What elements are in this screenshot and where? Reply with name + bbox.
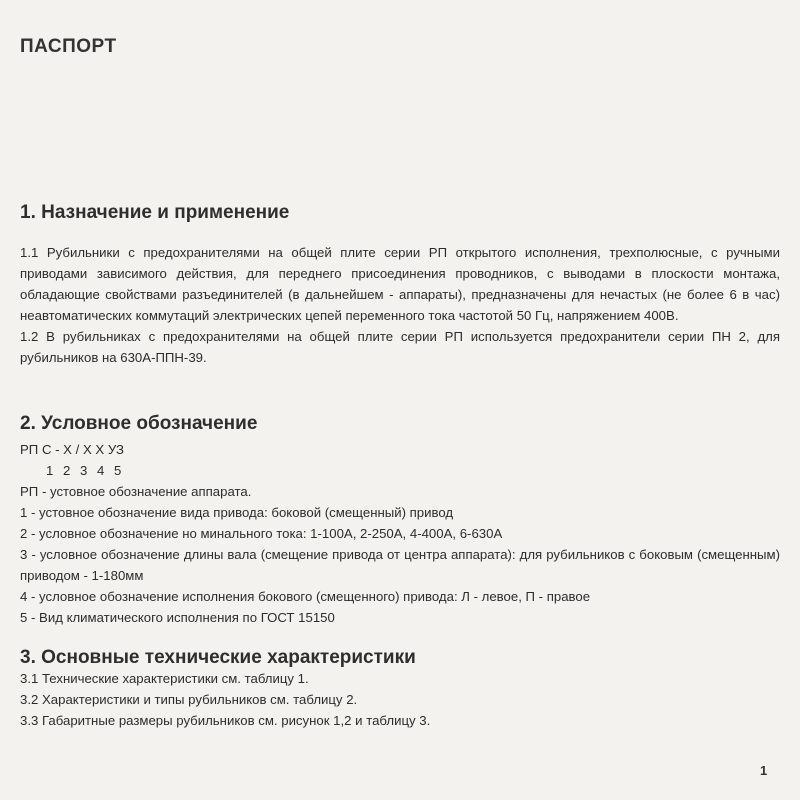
- designation-digits: 1 2 3 4 5: [46, 463, 125, 478]
- page-title: ПАСПОРТ: [20, 36, 117, 57]
- section-3-heading: 3. Основные технические характеристики: [20, 647, 416, 668]
- paragraph-1-1: 1.1 Рубильники с предохранителями на общей плите серии РП открытого исполнения, трехполюсные, с ручными приводами зависимого действия, для переднего присоединения проводников, с выводами в плоскости монтажа, обладающие свойствами разъединителей (в дальнейшем - аппараты), предназначены для нечастых (не более 6 в час) неавтоматических коммутаций электрических цепей переменного тока частотой 50 Гц, напряжением 400В.: [20, 245, 780, 323]
- page-number: 1: [760, 763, 768, 778]
- section-2-body: [20, 439, 780, 628]
- section-1-heading: 1. Назначение и применение: [20, 202, 290, 223]
- designation-line-4: 4 - условное обозначение исполнения бокового (смещенного) привода: Л - левое, П - правое: [20, 589, 591, 604]
- section-1-body: [20, 242, 780, 368]
- designation-line-5: 5 - Вид климатического исполнения по ГОСТ 15150: [20, 610, 335, 625]
- spec-line-1: 3.2 Характеристики и типы рубильников см. таблицу 2.: [20, 692, 358, 707]
- designation-line-2: 2 - условное обозначение но минального тока: 1-100А, 2-250А, 4-400А, 6-630А: [20, 526, 503, 541]
- designation-line-3: 3 - условное обозначение длины вала (смещение привода от центра аппарата): для рубильников с боковым (смещенным) приводом - 1-180мм: [20, 547, 780, 583]
- designation-line-1: 1 - устовное обозначение вида привода: боковой (смещенный) привод: [20, 505, 454, 520]
- spec-line-0: 3.1 Технические характеристики см. таблицу 1.: [20, 671, 309, 686]
- designation-line-0: РП - устовное обозначение аппарата.: [20, 484, 252, 499]
- section-2-heading: 2. Условное обозначение: [20, 413, 258, 434]
- section-3-body: [20, 668, 780, 731]
- designation-code: РП С - Х / Х Х УЗ: [20, 442, 124, 457]
- spec-line-2: 3.3 Габаритные размеры рубильников см. рисунок 1,2 и таблицу 3.: [20, 713, 431, 728]
- paragraph-1-2: 1.2 В рубильниках с предохранителями на общей плите серии РП используется предохранители серии ПН 2, для рубильников на 630А-ППН-39.: [20, 329, 780, 365]
